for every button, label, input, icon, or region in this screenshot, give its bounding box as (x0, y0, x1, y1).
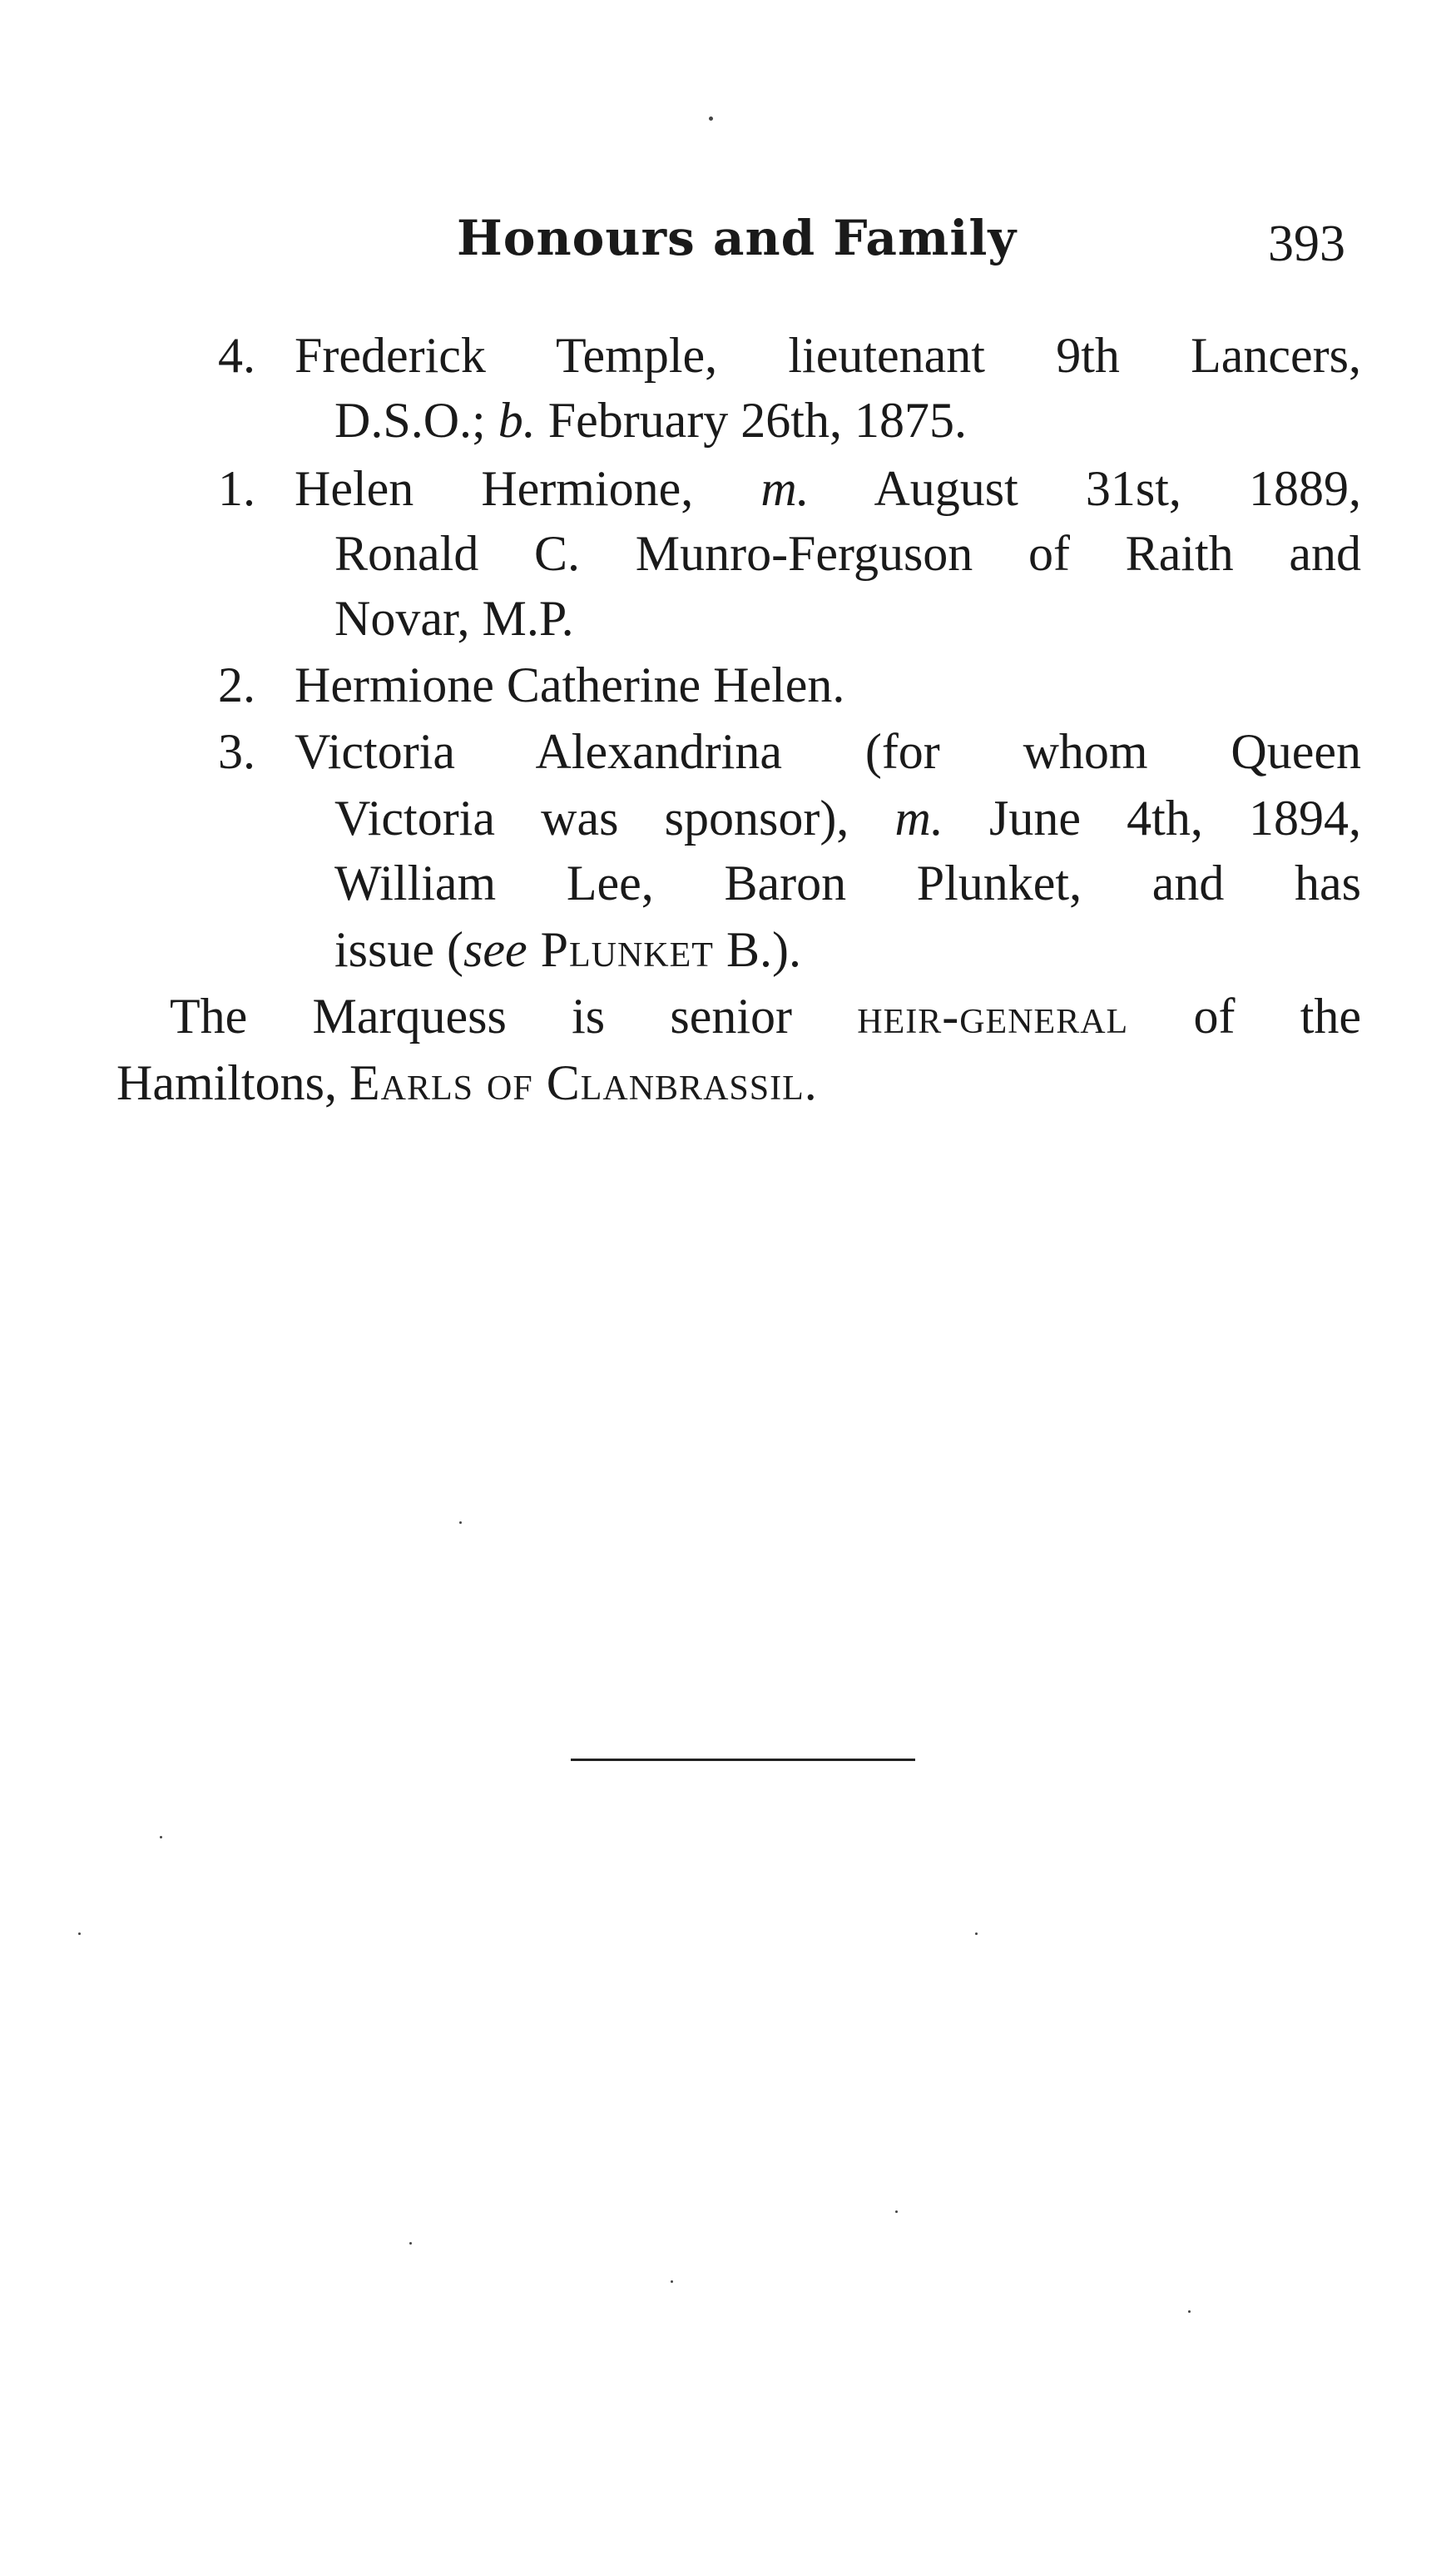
entry-number: 3. (218, 724, 255, 779)
entry-text: B.). (713, 922, 801, 977)
title-smallcaps: heir-general (857, 989, 1129, 1044)
paragraph-text (170, 985, 1361, 1047)
speck (709, 117, 713, 121)
speck (78, 1932, 81, 1935)
entry-number: 1. (218, 461, 255, 516)
entry-text: Ronald C. Munro-Ferguson of Raith and (334, 526, 1361, 581)
abbrev-married: m. (894, 791, 943, 846)
entry-text: William Lee, Baron Plunket, and has (334, 856, 1361, 910)
cross-reference: Plunket (527, 922, 714, 977)
entry-text: D.S.O.; (334, 393, 498, 448)
entry-text: issue ( (334, 922, 463, 977)
paragraph-text: . (804, 1055, 817, 1110)
speck (671, 2280, 673, 2283)
page-number: 393 (1268, 216, 1345, 272)
speck (160, 1836, 162, 1838)
entry-text: February 26th, 1875. (535, 393, 967, 448)
entry-text: Hermione Catherine Helen. (295, 657, 845, 712)
entry-number: 4. (218, 328, 255, 383)
see-reference: see (463, 922, 527, 977)
paragraph-text: of the (1128, 989, 1361, 1044)
speck (975, 1932, 978, 1935)
entry-text: June 4th, 1894, (943, 791, 1362, 846)
entry-text: Novar, M.P. (334, 591, 574, 646)
abbrev-born: b. (498, 393, 536, 448)
entry-text (334, 389, 967, 451)
paragraph-text (116, 1052, 817, 1114)
title-smallcaps: Earls of Clanbrassil (349, 1055, 805, 1110)
entry-text (295, 458, 1361, 519)
end-rule (571, 1759, 915, 1761)
paragraph-text: The Marquess is senior (170, 989, 858, 1044)
paragraph-text: Hamiltons, (116, 1055, 349, 1110)
entry-text (334, 919, 801, 980)
entry-number: 2. (218, 657, 255, 712)
speck (409, 2242, 412, 2245)
speck (895, 2210, 898, 2213)
entry-text (334, 787, 1361, 849)
entry-text: Victoria Alexandrina (for whom Queen (295, 724, 1361, 779)
abbrev-married: m. (760, 461, 810, 516)
speck (1188, 2310, 1191, 2313)
entry-text: Frederick Temple, lieutenant 9th Lancers, (295, 328, 1361, 383)
speck (459, 1521, 462, 1524)
entry-text: Victoria was sponsor), (334, 791, 895, 846)
running-header-title: Honours and Family (457, 210, 1018, 266)
entry-text: August 31st, 1889, (809, 461, 1361, 516)
entry-text: Helen Hermione, (295, 461, 761, 516)
